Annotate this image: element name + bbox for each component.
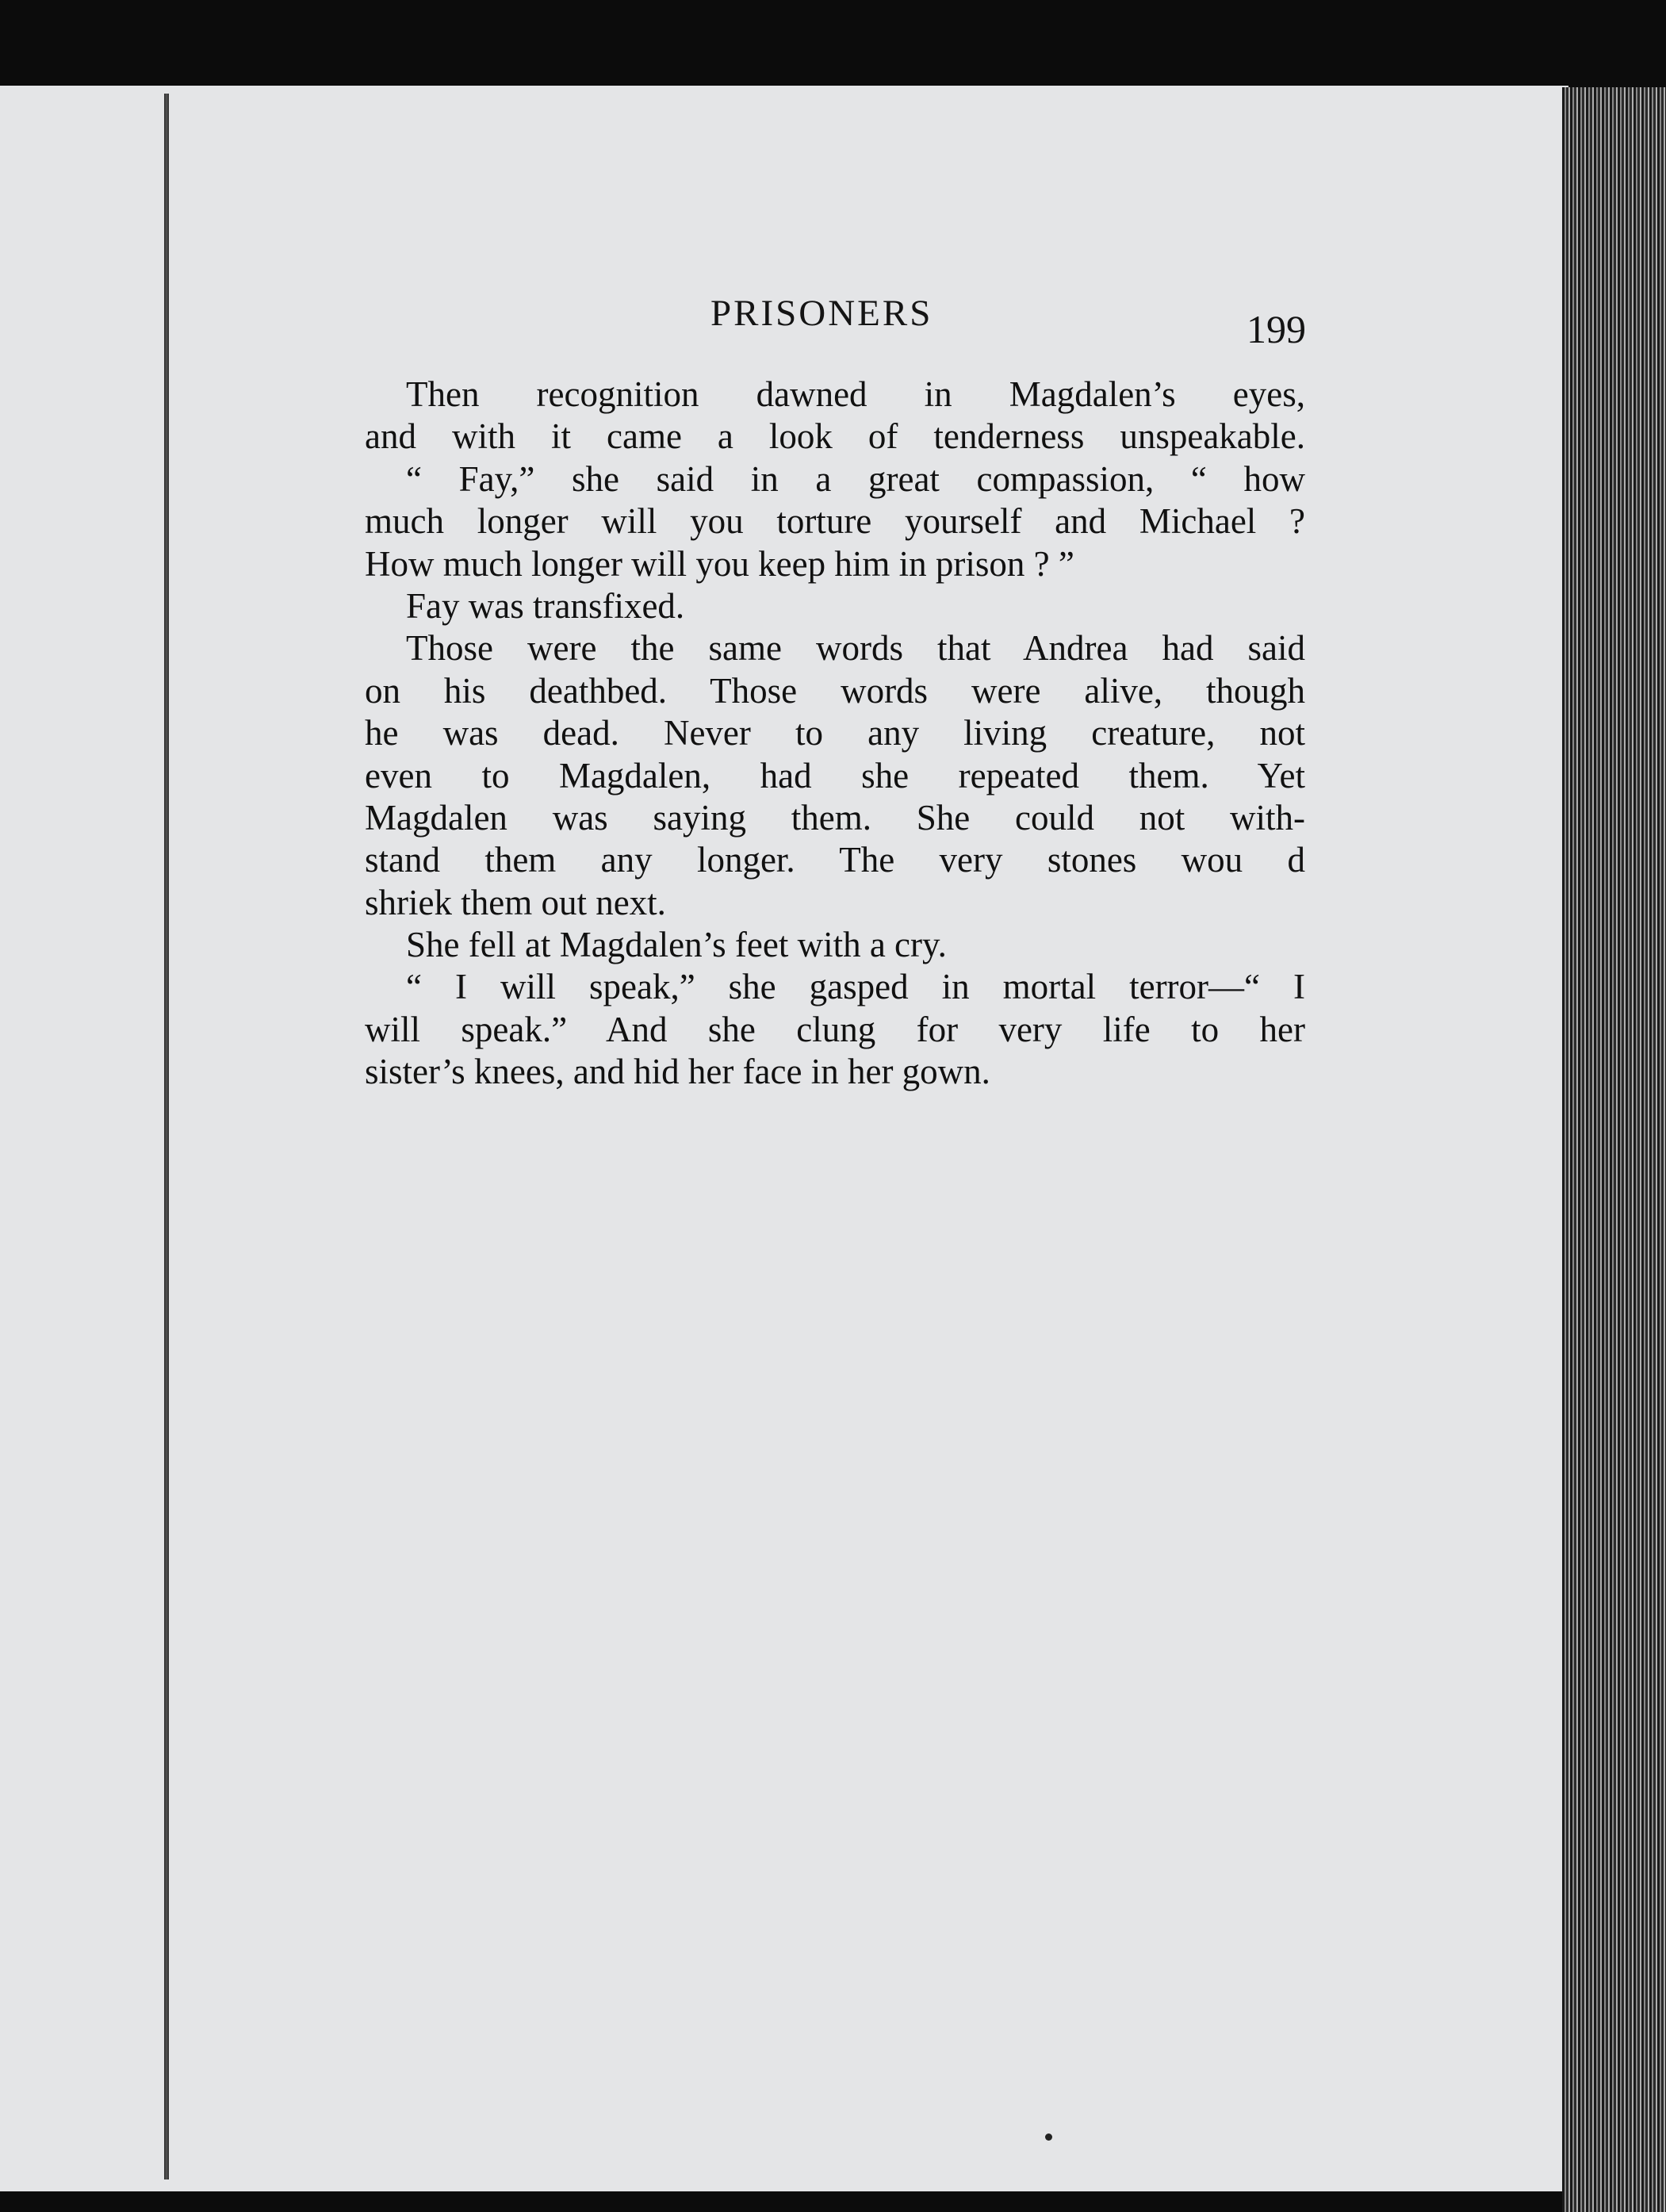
text-line: and with it came a look of tenderness unspeakable. bbox=[365, 416, 1305, 457]
text-line: Magdalen was saying them. She could not with- bbox=[365, 797, 1305, 838]
text-line: sister’s knees, and hid her face in her gown. bbox=[365, 1052, 990, 1092]
page-gutter-line bbox=[164, 94, 169, 2179]
body-text bbox=[365, 374, 1305, 1094]
running-title: PRISONERS bbox=[710, 293, 933, 334]
page-edges bbox=[1562, 87, 1666, 2212]
text-line: Those were the same words that Andrea had said bbox=[406, 628, 1305, 669]
text-line: She fell at Magdalen’s feet with a cry. bbox=[406, 925, 947, 965]
text-line: Then recognition dawned in Magdalen’s eyes, bbox=[406, 374, 1305, 414]
running-head bbox=[365, 292, 1316, 355]
text-line: even to Magdalen, had she repeated them. Yet bbox=[365, 755, 1305, 795]
text-line: How much longer will you keep him in prison ? ” bbox=[365, 543, 1074, 584]
page-number: 199 bbox=[1247, 307, 1306, 351]
text-line: on his deathbed. Those words were alive, though bbox=[365, 670, 1305, 711]
bottom-mark bbox=[1045, 2133, 1052, 2141]
text-line: “ Fay,” she said in a great compassion, “ how bbox=[406, 458, 1305, 499]
text-line: stand them any longer. The very stones wou d bbox=[365, 840, 1305, 880]
text-line: shriek them out next. bbox=[365, 882, 666, 922]
text-line: he was dead. Never to any living creature, not bbox=[365, 713, 1305, 753]
text-line: will speak.” And she clung for very life to her bbox=[365, 1009, 1305, 1049]
text-line: Fay was transfixed. bbox=[406, 585, 685, 626]
text-line: “ I will speak,” she gasped in mortal terror—“ I bbox=[406, 967, 1305, 1007]
text-line: much longer will you torture yourself and Michael ? bbox=[365, 501, 1305, 542]
